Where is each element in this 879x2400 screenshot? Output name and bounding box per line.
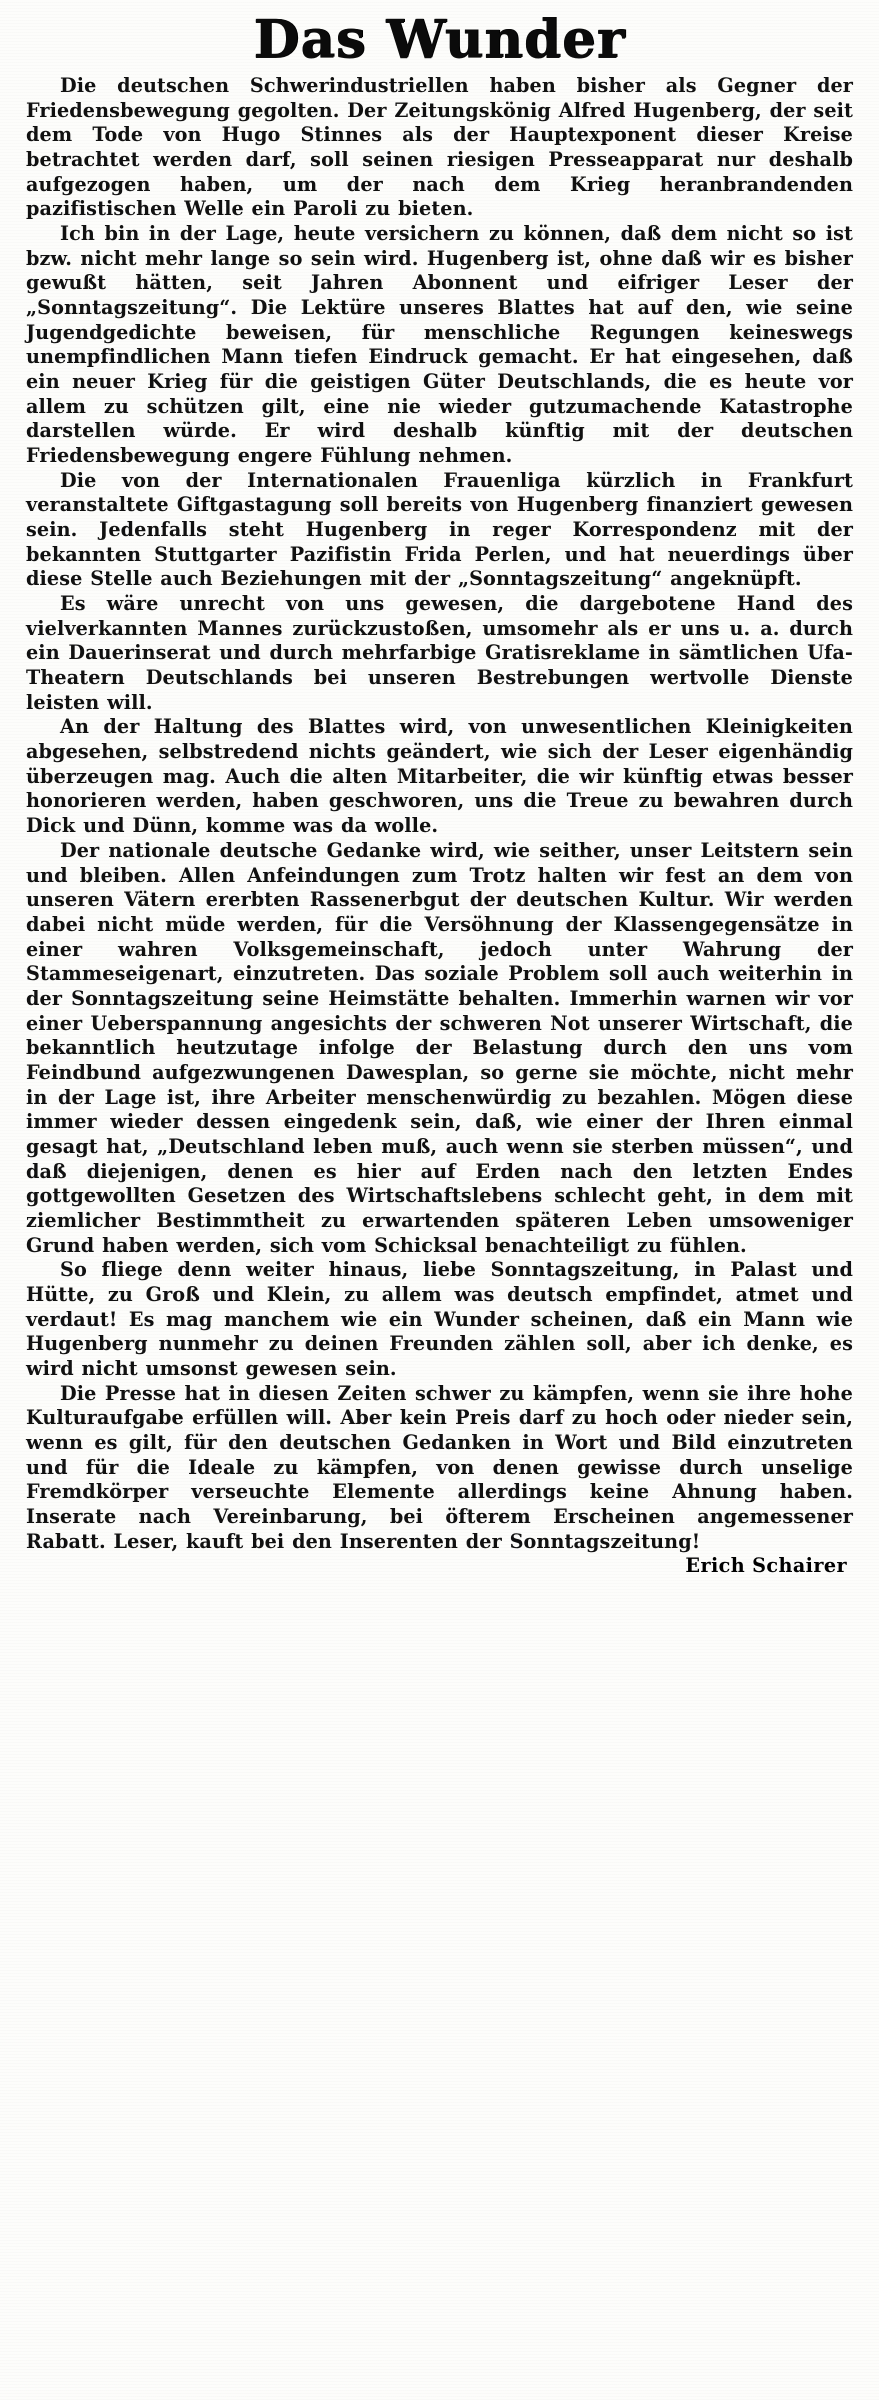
article-paragraph: Es wäre unrecht von uns gewesen, die dargebotene Hand des vielverkannten Mannes zurückzustoßen, umsomehr als er uns u. a. durch ein Dauerinserat und durch mehrfarbige Gratisreklame in sämtlichen Ufa-Theatern Deutschlands bei unseren Bestrebungen wertvolle Dienste leisten will. — [26, 592, 853, 714]
article-paragraph: Die von der Internationalen Frauenliga kürzlich in Frankfurt veranstaltete Giftgastagung soll bereits von Hugenberg finanziert gewesen sein. Jedenfalls steht Hugenberg in reger Korrespondenz mit der bekannten Stuttgarter Pazifistin Frida Perlen, und hat neuerdings über diese Stelle auch Beziehungen mit der „Sonntagszeitung“ angeknüpft. — [26, 468, 853, 591]
article-paragraph: Der nationale deutsche Gedanke wird, wie seither, unser Leitstern sein und bleiben. Allen Anfeindungen zum Trotz halten wir fest an dem von unseren Vätern ererbten Rassenerbgut der deutschen Kultur. Wir werden dabei nicht müde werden, für die Versöhnung der Klassengegensätze in einer wahren Volksgemeinschaft, jedoch unter Wahrung der Stammeseigenart, einzutreten. Das soziale Problem soll auch weiterhin in der Sonntagszeitung seine Heimstätte behalten. Immerhin warnen wir vor einer Ueberspannung angesichts der schweren Not unserer Wirtschaft, die bekanntlich heutzutage infolge der Belastung durch den uns vom Feindbund aufgezwungenen Dawesplan, so gerne sie möchte, nicht mehr in der Lage ist, ihre Arbeiter menschenwürdig zu bezahlen. Mögen diese immer wieder dessen eingedenk sein, daß, wie einer der Ihren einmal gesagt hat, „Deutschland leben muß, auch wenn sie sterben müssen“, und daß diejenigen, denen es hier auf Erden nach den letzten Endes gottgewollten Gesetzen des Wirtschaftslebens schlecht geht, in dem mit ziemlicher Bestimmtheit zu erwartenden späteren Leben umsoweniger Grund haben werden, sich vom Schicksal benachteiligt zu fühlen. — [26, 838, 853, 1257]
article-paragraph: An der Haltung des Blattes wird, von unwesentlichen Kleinigkeiten abgesehen, selbstredend nichts geändert, wie sich der Leser eigenhändig überzeugen mag. Auch die alten Mitarbeiter, die wir künftig etwas besser honorieren werden, haben geschworen, uns die Treue zu bewahren durch Dick und Dünn, komme was da wolle. — [26, 715, 853, 838]
article-paragraph: So fliege denn weiter hinaus, liebe Sonntagszeitung, in Palast und Hütte, zu Groß und Klein, zu allem was deutsch empfindet, atmet und verdaut! Es mag manchem wie ein Wunder scheinen, daß ein Mann wie Hugenberg nunmehr zu deinen Freunden zählen soll, aber ich denke, es wird nicht umsonst gewesen sein. — [26, 1258, 853, 1380]
page-title — [18, 9, 862, 70]
article-paragraph: Die Presse hat in diesen Zeiten schwer zu kämpfen, wenn sie ihre hohe Kulturaufgabe erfüllen will. Aber kein Preis darf zu hoch oder nieder sein, wenn es gilt, für den deutschen Gedanken in Wort und Bild einzutreten und für die Ideale zu kämpfen, von denen gewisse durch unselige Fremdkörper verseuchte Elemente allerdings keine Ahnung haben. Inserate nach Vereinbarung, bei öfterem Erscheinen angemessener Rabatt. Leser, kauft bei den Inserenten der Sonntagszeitung! — [26, 1381, 853, 1553]
author-signature: Erich Schairer — [685, 1554, 847, 1578]
article-paragraph: Die deutschen Schwerindustriellen haben bisher als Gegner der Friedensbewegung gegolten. Der Zeitungskönig Alfred Hugenberg, der seit dem Tode von Hugo Stinnes als der Hauptexponent dieser Kreise betrachtet werden darf, soll seinen riesigen Presseapparat nur deshalb aufgezogen haben, um der nach dem Krieg heranbrandenden pazifistischen Welle ein Paroli zu bieten. — [26, 74, 853, 221]
headline-text: Das Wunder — [253, 9, 626, 70]
article-body — [26, 74, 853, 1554]
article-paragraph: Ich bin in der Lage, heute versichern zu können, daß dem nicht so ist bzw. nicht mehr lange so sein wird. Hugenberg ist, ohne daß wir es bisher gewußt hätten, seit Jahren Abonnent und eifriger Leser der „Sonntagszeitung“. Die Lektüre unseres Blattes hat auf den, wie seine Jugendgedichte beweisen, für menschliche Regungen keineswegs unempfindlichen Mann tiefen Eindruck gemacht. Er hat eingesehen, daß ein neuer Krieg für die geistigen Güter Deutschlands, die es heute vor allem zu schützen gilt, eine nie wieder gutzumachende Katastrophe darstellen würde. Er wird deshalb künftig mit der deutschen Friedensbewegung engere Fühlung nehmen. — [26, 222, 853, 468]
